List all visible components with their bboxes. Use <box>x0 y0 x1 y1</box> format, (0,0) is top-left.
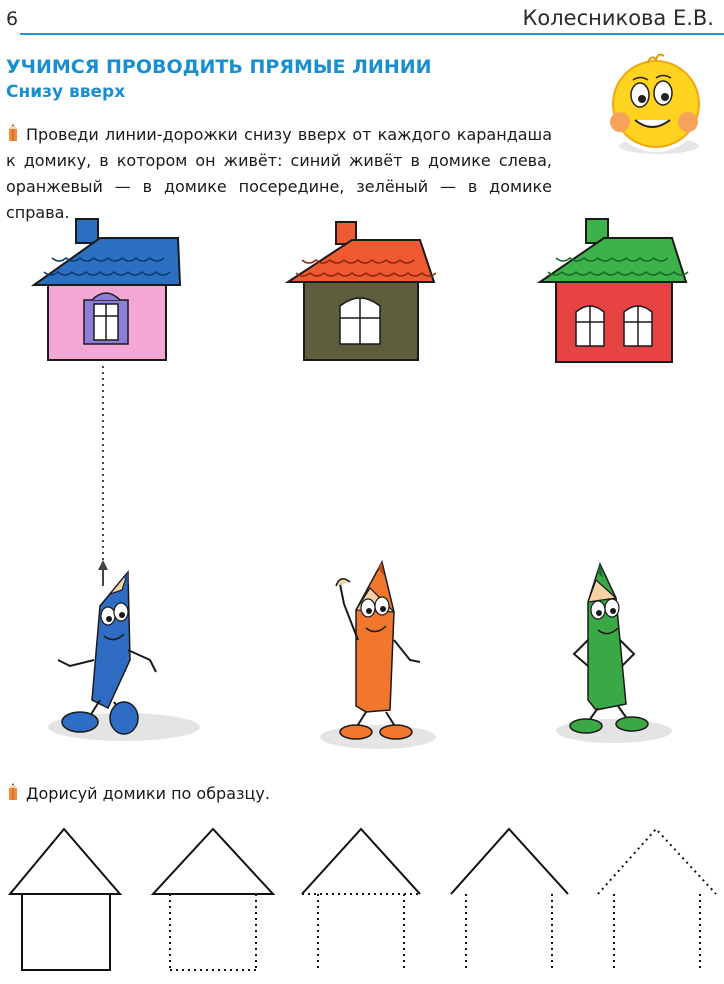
page-title: УЧИМСЯ ПРОВОДИТЬ ПРЯМЫЕ ЛИНИИ <box>6 56 432 78</box>
trace-house-2 <box>153 829 273 970</box>
instruction-2 <box>6 782 270 806</box>
sun-face-icon <box>608 55 704 154</box>
trace-house-5 <box>598 829 716 970</box>
dotted-path-guide <box>98 366 108 586</box>
house-left <box>34 219 180 360</box>
house-middle <box>288 222 436 360</box>
instruction-1-text: Проведи линии-дорожки снизу вверх от каждого карандаша к домику, в котором он живёт: синий живёт в домике слева, оранжевый — в домике посередине, зелёный — в домике справа. <box>6 125 552 222</box>
green-pencil-character <box>556 564 672 743</box>
author-name: Колесникова Е.В. <box>522 6 714 30</box>
page-subtitle: Снизу вверх <box>6 82 126 102</box>
trace-house-3 <box>302 829 420 970</box>
instruction-2-text: Дорисуй домики по образцу. <box>26 784 270 803</box>
pencil-icon <box>6 783 20 801</box>
blue-pencil-character <box>48 572 200 741</box>
orange-pencil-character <box>320 562 436 749</box>
trace-house-4 <box>451 829 568 970</box>
trace-house-1 <box>10 829 120 970</box>
house-right <box>540 219 688 362</box>
page-number: 6 <box>6 8 19 30</box>
